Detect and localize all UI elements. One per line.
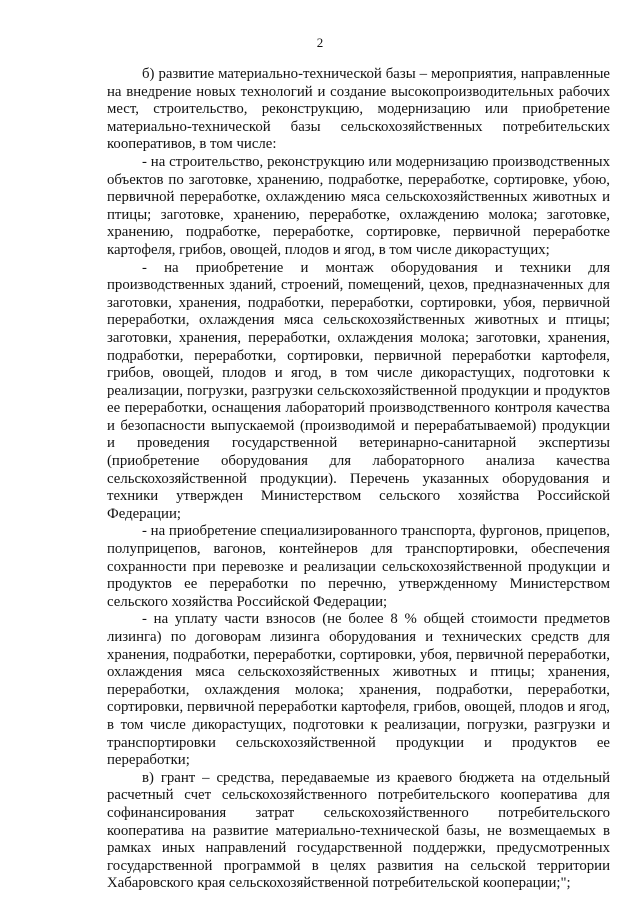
paragraph-construction: - на строительство, реконструкцию или модернизацию производственных объектов по заготовке, хранению, подработке, переработке, сортировке, убою, первичной переработке, охлаждению мяса сельскохозяйственных животных и птицы; заготовке, хранению, переработке, охлаждению молока; заготовке, хранению, подработке, переработке, сортировке, первичной переработке картофеля, грибов, овощей, плодов и ягод, в том числе дикорастущих; bbox=[107, 153, 610, 258]
paragraph-v-grant: в) грант – средства, передаваемые из краевого бюджета на отдельный расчетный счет сельскохозяйственного потребительского кооператива для софинансирования затрат сельскохозяйственного потребительского кооператива на развитие материально-технической базы, не возмещаемых в рамках иных направлений государственной поддержки, предусмотренных государственной программой в целях развития на сельской территории Хабаровского края сельскохозяйственной потребительской кооперации;"; bbox=[107, 769, 610, 892]
paragraph-leasing: - на уплату части взносов (не более 8 % общей стоимости предметов лизинга) по договорам лизинга оборудования и технических средств для хранения, подработки, переработки, сортировки, убоя, первичной переработки, охлаждения мяса сельскохозяйственных животных и птицы; хранения, переработки, охлаждения молока; хранения, подработки, переработки, сортировки, первичной переработки картофеля, грибов, овощей, плодов и ягод, в том числе дикорастущих, подготовки к реализации, погрузки, разгрузки и транспортировки сельскохозяйственной продукции и продуктов ее переработки; bbox=[107, 611, 610, 769]
paragraph-equipment: - на приобретение и монтаж оборудования и техники для производственных зданий, строений, помещений, цехов, предназначенных для заготовки, хранения, подработки, переработки, сортировки, убоя, первичной переработки, охлаждения мяса сельскохозяйственных животных и птицы; заготовки, хранения, переработки, охлаждения молока; заготовки, хранения, подработки, переработки, сортировки, первичной переработки картофеля, грибов, овощей, плодов и ягод, в том числе дикорастущих, подготовки к реализации, погрузки, разгрузки сельскохозяйственной продукции и продуктов ее переработки, оснащения лабораторий производственного контроля качества и безопасности выпускаемой (производимой и перерабатываемой) продукции и проведения государственной ветеринарно-санитарной экспертизы (приобретение оборудования для лабораторного анализа качества сельскохозяйственной продукции). Перечень указанных оборудования и техники утвержден Министерством сельского хозяйства Российской Федерации; bbox=[107, 259, 610, 522]
document-body bbox=[107, 66, 610, 893]
paragraph-transport: - на приобретение специализированного транспорта, фургонов, прицепов, полуприцепов, вагонов, контейнеров для транспортировки, обеспечения сохранности при перевозке и реализации сельскохозяйственной продукции и продуктов ее переработки по перечню, утвержденному Министерством сельского хозяйства Российской Федерации; bbox=[107, 523, 610, 610]
paragraph-b-material-base: б) развитие материально-технической базы – мероприятия, направленные на внедрение новых технологий и создание высокопроизводительных рабочих мест, строительство, реконструкцию, модернизацию или приобретение материально-технической базы сельскохозяйственных потребительских кооперативов, в том числе: bbox=[107, 66, 610, 153]
page-number: 2 bbox=[316, 35, 324, 50]
